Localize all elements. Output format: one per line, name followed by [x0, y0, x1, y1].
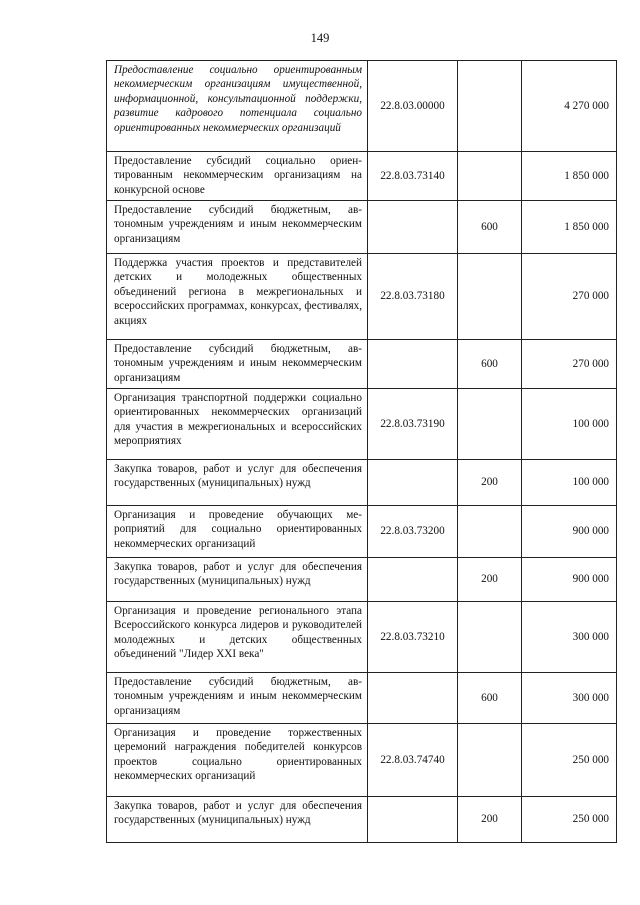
row-name: Предоставление субсидий социально ориентированным некоммерческим организациям на конкурсной основе	[107, 152, 368, 201]
row-code	[368, 673, 458, 724]
row-expense-type	[458, 602, 522, 673]
row-code	[368, 797, 458, 843]
row-sum: 250 000	[522, 724, 617, 797]
row-code: 22.8.03.73200	[368, 506, 458, 558]
row-name: Предоставление субсидий бюджетным, автономным учреждениям и иным некоммерческим организациям	[107, 673, 368, 724]
row-sum: 250 000	[522, 797, 617, 843]
table-row	[107, 673, 617, 724]
row-code	[368, 201, 458, 254]
row-expense-type	[458, 61, 522, 152]
row-expense-type: 600	[458, 201, 522, 254]
table-row	[107, 340, 617, 389]
row-sum: 900 000	[522, 558, 617, 602]
row-sum: 270 000	[522, 340, 617, 389]
row-name: Предоставление социально ориентированным некоммерческим организациям имущественной, информационной, консультационной поддержки, развитие кадрового потенциала социально ориентированных некоммерческих организаций	[107, 61, 368, 152]
row-expense-type: 200	[458, 797, 522, 843]
row-expense-type	[458, 254, 522, 340]
row-code: 22.8.03.73140	[368, 152, 458, 201]
row-sum: 270 000	[522, 254, 617, 340]
row-name: Организация и проведение обучающих мероприятий для социально ориентированных некоммерческих организаций	[107, 506, 368, 558]
table-row	[107, 254, 617, 340]
row-expense-type	[458, 724, 522, 797]
row-code	[368, 340, 458, 389]
row-expense-type	[458, 506, 522, 558]
page-number: 149	[310, 31, 330, 45]
table-row	[107, 201, 617, 254]
table-row	[107, 558, 617, 602]
row-name: Закупка товаров, работ и услуг для обеспечения государственных (муниципальных) нужд	[107, 797, 368, 843]
row-sum: 300 000	[522, 673, 617, 724]
row-name: Предоставление субсидий бюджетным, автономным учреждениям и иным некоммерческим организациям	[107, 201, 368, 254]
row-code	[368, 460, 458, 506]
table-row	[107, 797, 617, 843]
table-row	[107, 389, 617, 460]
row-name: Организация и проведение торжественных церемоний награждения победителей конкурсов проектов социально ориентированных некоммерческих организаций	[107, 724, 368, 797]
row-code: 22.8.03.74740	[368, 724, 458, 797]
row-code: 22.8.03.73180	[368, 254, 458, 340]
row-sum: 100 000	[522, 389, 617, 460]
row-code: 22.8.03.73210	[368, 602, 458, 673]
table-row	[107, 460, 617, 506]
table-row	[107, 506, 617, 558]
row-code: 22.8.03.00000	[368, 61, 458, 152]
row-sum: 100 000	[522, 460, 617, 506]
row-name: Закупка товаров, работ и услуг для обеспечения государственных (муниципальных) нужд	[107, 558, 368, 602]
row-sum: 300 000	[522, 602, 617, 673]
table-row	[107, 724, 617, 797]
row-expense-type	[458, 389, 522, 460]
row-expense-type: 200	[458, 558, 522, 602]
row-code: 22.8.03.73190	[368, 389, 458, 460]
row-expense-type: 600	[458, 673, 522, 724]
table-row	[107, 152, 617, 201]
row-expense-type: 600	[458, 340, 522, 389]
row-sum: 1 850 000	[522, 201, 617, 254]
row-sum: 4 270 000	[522, 61, 617, 152]
row-name: Предоставление субсидий бюджетным, автономным учреждениям и иным некоммерческим организациям	[107, 340, 368, 389]
table-row	[107, 61, 617, 152]
row-expense-type: 200	[458, 460, 522, 506]
table-row	[107, 602, 617, 673]
row-name: Закупка товаров, работ и услуг для обеспечения государственных (муниципальных) нужд	[107, 460, 368, 506]
row-sum: 900 000	[522, 506, 617, 558]
row-expense-type	[458, 152, 522, 201]
row-sum: 1 850 000	[522, 152, 617, 201]
budget-table	[106, 60, 617, 843]
row-code	[368, 558, 458, 602]
row-name: Организация транспортной поддержки социально ориентированных некоммерческих организаций для участия в межрегиональных и всероссийских мероприятиях	[107, 389, 368, 460]
row-name: Поддержка участия проектов и представителей детских и молодежных общественных объединений региона в межрегиональных и всероссийских программах, конкурсах, фестивалях, акциях	[107, 254, 368, 340]
row-name: Организация и проведение регионального этапа Всероссийского конкурса лидеров и руководителей молодежных и детских общественных объединений "Лидер XXI века"	[107, 602, 368, 673]
